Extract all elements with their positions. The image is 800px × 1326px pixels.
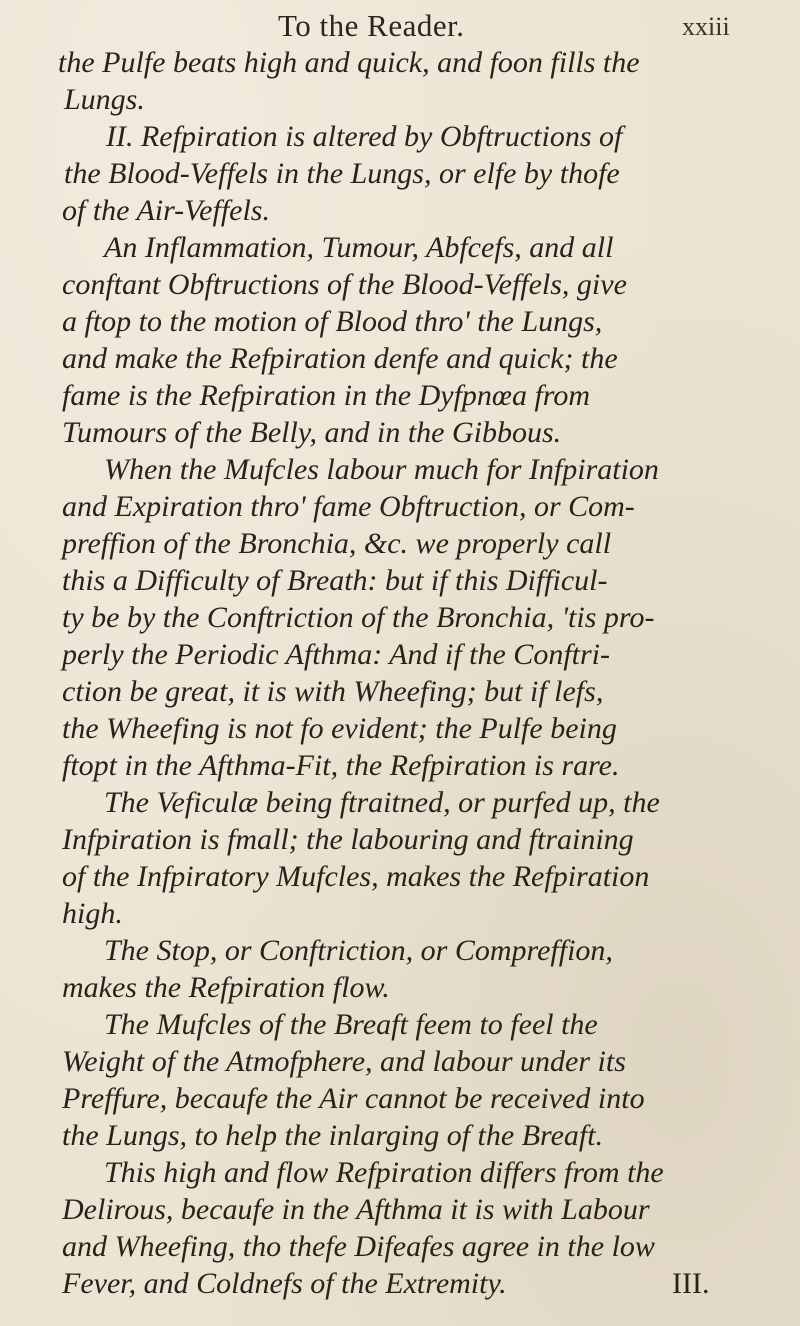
catchword: III. [672, 1267, 710, 1300]
text-line: This high and flow Refpiration differs from the [104, 1156, 664, 1189]
text-line: ction be great, it is with Wheefing; but if lefs, [62, 675, 604, 708]
text-line: Preffure, becaufe the Air cannot be received into [62, 1082, 645, 1115]
text-line: ty be by the Conftriction of the Bronchia, 'tis pro- [62, 601, 655, 634]
text-line: II. Refpiration is altered by Obftructions of [106, 120, 623, 153]
running-head-title: To the Reader. [278, 8, 465, 43]
text-line: fame is the Refpiration in the Dyfpnœa from [62, 379, 591, 412]
text-line: Delirous, becaufe in the Afthma it is with Labour [62, 1193, 650, 1226]
text-line: makes the Refpiration flow. [62, 971, 390, 1004]
text-line: high. [62, 897, 123, 930]
text-line: Infpiration is fmall; the labouring and ftraining [62, 823, 634, 856]
text-line: preffion of the Bronchia, &c. we properly call [62, 527, 612, 560]
text-line: and Expiration thro' fame Obftruction, or Com- [62, 490, 635, 523]
text-line: and make the Refpiration denfe and quick; the [62, 342, 618, 375]
text-line: of the Air-Veffels. [62, 194, 270, 227]
text-line: this a Difficulty of Breath: but if this Difficul- [62, 564, 608, 597]
page-number: xxiii [682, 12, 730, 41]
text-line: and Wheefing, tho thefe Difeafes agree in the low [62, 1230, 655, 1263]
text-line: Lungs. [64, 83, 145, 116]
text-line: the Blood-Veffels in the Lungs, or elfe by thofe [64, 157, 620, 190]
text-line: The Stop, or Conftriction, or Compreffion, [104, 934, 613, 967]
text-line: When the Mufcles labour much for Infpiration [104, 453, 659, 486]
text-line: Fever, and Coldnefs of the Extremity. [62, 1267, 507, 1300]
text-line: the Wheefing is not fo evident; the Pulfe being [62, 712, 617, 745]
text-line: of the Infpiratory Mufcles, makes the Refpiration [62, 860, 650, 893]
text-line: the Lungs, to help the inlarging of the Breaft. [62, 1119, 604, 1152]
text-line: a ftop to the motion of Blood thro' the Lungs, [62, 305, 603, 338]
text-line: Weight of the Atmofphere, and labour under its [62, 1045, 626, 1078]
text-line: ftopt in the Afthma-Fit, the Refpiration is rare. [62, 749, 620, 782]
text-line: Tumours of the Belly, and in the Gibbous. [62, 416, 562, 449]
text-line: The Mufcles of the Breaft feem to feel the [104, 1008, 598, 1041]
text-line: perly the Periodic Afthma: And if the Conftri- [62, 638, 610, 671]
text-line: the Pulfe beats high and quick, and foon fills the [58, 46, 640, 79]
text-line: An Inflammation, Tumour, Abfcefs, and all [104, 231, 614, 264]
text-line: conftant Obftructions of the Blood-Veffels, give [62, 268, 627, 301]
text-line: The Veficulæ being ftraitned, or purfed up, the [104, 786, 660, 819]
